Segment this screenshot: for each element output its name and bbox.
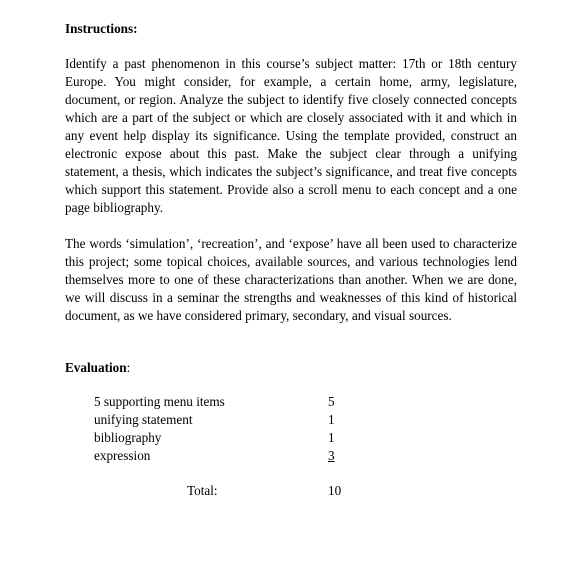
evaluation-row (94, 447, 354, 465)
evaluation-heading-line (65, 359, 517, 377)
evaluation-item-points: 3 (328, 448, 335, 463)
evaluation-heading-colon: : (126, 360, 131, 375)
evaluation-row (94, 411, 354, 429)
evaluation-row (94, 393, 354, 411)
evaluation-row (94, 429, 354, 447)
instructions-paragraph-1: Identify a past phenomenon in this course’s subject matter: 17th or 18th century Europe. You might consider, for example, a certain home, army, legislature, document, or region. Analyze the subject to identify five closely connected concepts which are a part of the subject or which are closely associated with it and which in any event help display its significance. Using the template provided, construct an electronic expose about this past. Make the subject clear through a unifying statement, a thesis, which indicates the subject’s significance, and treat five concepts which support this statement. Provide also a scroll menu to each concept and a one page bibliography. (65, 56, 517, 215)
instructions-heading: Instructions: (65, 21, 138, 36)
evaluation-item-points: 1 (328, 430, 335, 445)
evaluation-total-label: Total: (187, 483, 218, 498)
instructions-paragraph-2: The words ‘simulation’, ‘recreation’, and ‘expose’ have all been used to characterize this project; some topical choices, available sources, and various technologies lend themselves more to one of these characterizations than another. When we are done, we will discuss in a seminar the strengths and weaknesses of this kind of historical document, as we have considered primary, secondary, and visual sources. (65, 236, 517, 323)
evaluation-total-points: 10 (328, 483, 342, 498)
evaluation-item-label: expression (94, 448, 151, 463)
evaluation-total-row (94, 482, 354, 500)
evaluation-heading: Evaluation (65, 360, 127, 375)
evaluation-item-points: 5 (328, 394, 335, 409)
evaluation-item-label: 5 supporting menu items (94, 394, 225, 409)
evaluation-item-label: unifying statement (94, 412, 193, 427)
evaluation-item-points: 1 (328, 412, 335, 427)
evaluation-item-label: bibliography (94, 430, 162, 445)
document-page (65, 20, 517, 500)
evaluation-table (94, 393, 354, 500)
